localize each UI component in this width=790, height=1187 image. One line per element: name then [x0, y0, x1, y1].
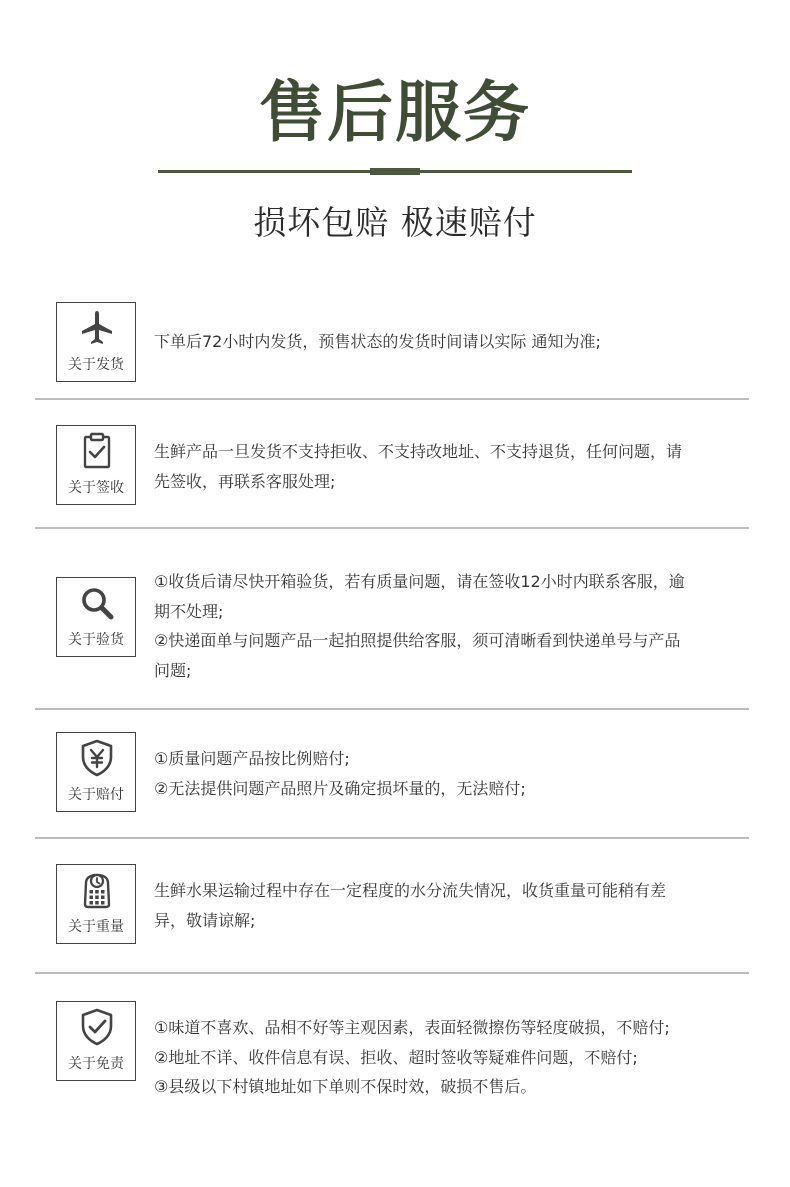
clipboard-check-icon [77, 431, 117, 471]
shipping-icon-box [56, 302, 136, 382]
inspection-text-line: 问题; [154, 660, 192, 680]
weight-calculator-icon [77, 870, 117, 910]
shipping-text-line: 下单后72小时内发货，预售状态的发货时间请以实际 通知为准; [154, 332, 601, 351]
magnifier-icon [77, 583, 117, 623]
inspection-text-line: 期不处理; [154, 601, 224, 621]
inspection-icon-box [56, 577, 136, 657]
compensation-label: 关于赔付 [68, 787, 124, 803]
disclaimer-text-line: ③县级以下村镇地址如下单则不保时效，破损不售后。 [154, 1077, 537, 1096]
receipt-label: 关于签收 [68, 480, 124, 496]
disclaimer-text-line: ①味道不喜欢、品相不好等主观因素，表面轻微擦伤等轻度破损，不赔付; [154, 1018, 670, 1037]
shipping-label: 关于发货 [68, 357, 124, 373]
inspection-label: 关于验货 [68, 632, 124, 648]
shield-check-icon [77, 1007, 117, 1047]
weight-text-line: 异，敬请谅解; [154, 910, 256, 930]
receipt-icon-box [56, 425, 136, 505]
section-divider [35, 398, 749, 400]
page-title: 售后服务 [259, 74, 531, 151]
page-subtitle: 损坏包赔 极速赔付 [253, 203, 537, 242]
section-divider [35, 527, 749, 529]
compensation-text-line: ①质量问题产品按比例赔付; [154, 749, 350, 768]
disclaimer-label: 关于免责 [68, 1056, 124, 1072]
compensation-text-line: ②无法提供问题产品照片及确定损坏量的，无法赔付; [154, 778, 526, 798]
inspection-text-line: ①收货后请尽快开箱验货，若有质量问题，请在签收12小时内联系客服，逾 [154, 572, 685, 591]
compensation-icon-box [56, 732, 136, 812]
airplane-icon [77, 308, 117, 348]
section-divider [35, 837, 749, 839]
receipt-text-line: 先签收，再联系客服处理; [154, 471, 336, 491]
weight-text-line: 生鲜水果运输过程中存在一定程度的水分流失情况，收货重量可能稍有差 [154, 881, 667, 900]
yen-shield-icon [77, 738, 117, 778]
weight-label: 关于重量 [68, 919, 124, 935]
disclaimer-text-line: ②地址不详、收件信息有误、拒收、超时签收等疑难件问题，不赔付; [154, 1047, 638, 1067]
section-divider [35, 708, 749, 710]
receipt-text-line: 生鲜产品一旦发货不支持拒收、不支持改地址、不支持退货，任何问题，请 [154, 442, 683, 461]
weight-icon-box [56, 864, 136, 944]
section-divider [35, 972, 749, 974]
inspection-text-line: ②快递面单与问题产品一起拍照提供给客服，须可清晰看到快递单号与产品 [154, 631, 681, 650]
title-rule-mark [370, 168, 420, 175]
disclaimer-icon-box [56, 1001, 136, 1081]
